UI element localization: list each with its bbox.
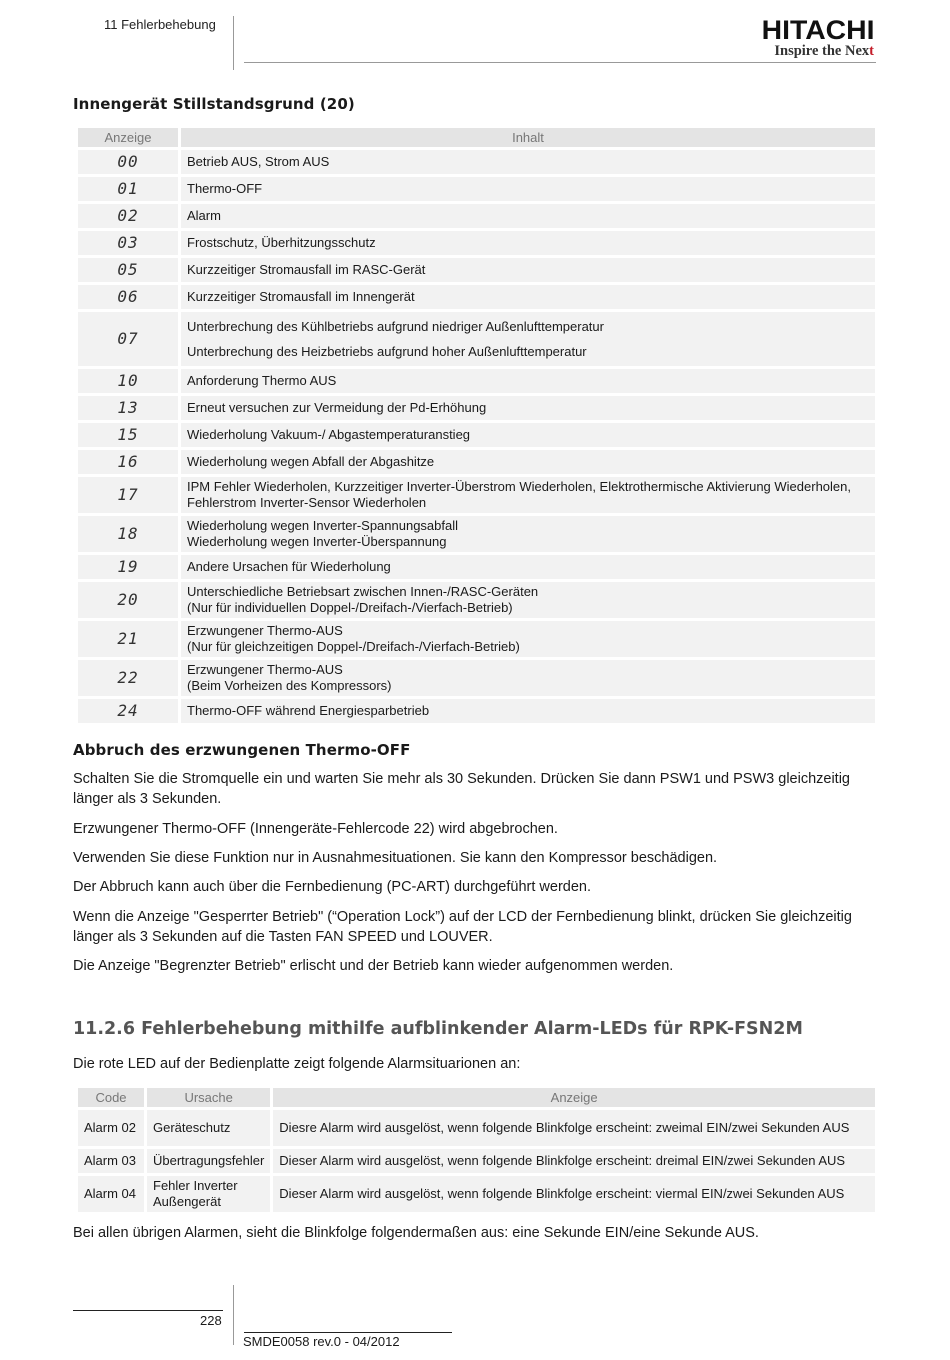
segment-code: 02	[78, 204, 178, 228]
col-header-display: Anzeige	[78, 128, 178, 147]
row-content	[181, 258, 875, 282]
paragraph: Die Anzeige "Begrenzter Betrieb" erlischt und der Betrieb kann wieder aufgenommen werden.	[73, 958, 674, 974]
content-line: (Beim Vorheizen des Kompressors)	[187, 678, 392, 693]
document-id: SMDE0058 rev.0 - 04/2012	[243, 1334, 400, 1349]
hitachi-logo	[761, 15, 875, 59]
table-row	[78, 621, 875, 657]
content-line: IPM Fehler Wiederholen, Kurzzeitiger Inverter-Überstrom Wiederholen, Elektrothermische Aktivierung Wiederholen,	[187, 479, 851, 494]
segment-code: 17	[78, 477, 178, 513]
content-line: Thermo-OFF während Energiesparbetrieb	[187, 703, 430, 718]
header-divider	[233, 16, 234, 70]
table-row	[78, 699, 875, 723]
content-line: Fehlerstrom Inverter-Sensor Wiederholen	[187, 495, 427, 510]
table-row	[78, 369, 875, 393]
led-intro: Die rote LED auf der Bedienplatte zeigt folgende Alarmsituarionen an:	[73, 1056, 521, 1072]
table-row	[78, 582, 875, 618]
segment-code: 21	[78, 621, 178, 657]
content-line: Unterbrechung des Heizbetriebs aufgrund hoher Außenlufttemperatur	[187, 344, 587, 359]
content-line: Erzwungener Thermo-AUS	[187, 662, 343, 677]
content-line: Kurzzeitiger Stromausfall im Innengerät	[187, 289, 415, 304]
row-content	[181, 369, 875, 393]
table-row	[78, 423, 875, 447]
segment-code: 13	[78, 396, 178, 420]
footer-rule-left	[73, 1310, 223, 1311]
cell-cause: Übertragungsfehler	[147, 1149, 270, 1173]
content-line: Frostschutz, Überhitzungsschutz	[187, 235, 376, 250]
row-content	[181, 177, 875, 201]
segment-code: 05	[78, 258, 178, 282]
paragraph: Wenn die Anzeige "Gesperrter Betrieb" (“Operation Lock”) auf der LCD der Fernbedienung blinkt, drücken Sie gleichzeitig länger als 3 Sekunden auf die Tasten FAN SPEED und LOUVER.	[73, 909, 852, 945]
row-content	[181, 477, 875, 513]
content-line: (Nur für gleichzeitigen Doppel-/Dreifach-/Vierfach-Betrieb)	[187, 639, 520, 654]
segment-code: 24	[78, 699, 178, 723]
row-content	[181, 516, 875, 552]
content-line: Erzwungener Thermo-AUS	[187, 623, 343, 638]
col-header-led-display: Anzeige	[273, 1088, 875, 1107]
cell-code: Alarm 03	[78, 1149, 144, 1173]
cell-display: Diesre Alarm wird ausgelöst, wenn folgende Blinkfolge erscheint: zweimal EIN/zwei Sekunden AUS	[273, 1110, 875, 1146]
table-row	[78, 258, 875, 282]
content-line: Andere Ursachen für Wiederholung	[187, 559, 391, 574]
segment-code: 10	[78, 369, 178, 393]
paragraph: Der Abbruch kann auch über die Fernbedienung (PC-ART) durchgeführt werden.	[73, 879, 591, 895]
table-row	[78, 660, 875, 696]
segment-code: 07	[78, 312, 178, 366]
paragraph: Erzwungener Thermo-OFF (Innengeräte-Fehlercode 22) wird abgebrochen.	[73, 821, 558, 837]
table-row	[78, 1149, 875, 1173]
table-row	[78, 312, 875, 366]
cell-cause: Geräteschutz	[147, 1110, 270, 1146]
segment-code: 16	[78, 450, 178, 474]
segment-code: 06	[78, 285, 178, 309]
table-row	[78, 150, 875, 174]
row-content	[181, 396, 875, 420]
cell-display: Dieser Alarm wird ausgelöst, wenn folgende Blinkfolge erscheint: viermal EIN/zwei Sekunden AUS	[273, 1176, 875, 1212]
logo-wordmark: HITACHI	[761, 15, 874, 45]
col-header-code: Code	[78, 1088, 144, 1107]
row-content	[181, 555, 875, 579]
header-rule	[244, 62, 876, 63]
table-row	[78, 477, 875, 513]
content-line: (Nur für individuellen Doppel-/Dreifach-/Vierfach-Betrieb)	[187, 600, 513, 615]
table-row	[78, 177, 875, 201]
content-line: Wiederholung Vakuum-/ Abgastemperaturanstieg	[187, 427, 471, 442]
cell-code: Alarm 02	[78, 1110, 144, 1146]
content-line: Anforderung Thermo AUS	[187, 373, 337, 388]
footer-divider	[233, 1285, 234, 1345]
stop-reason-table	[75, 125, 878, 726]
page-number: 228	[200, 1313, 222, 1328]
row-content	[181, 231, 875, 255]
table-row	[78, 1110, 875, 1146]
segment-code: 01	[78, 177, 178, 201]
table-row	[78, 450, 875, 474]
table-row	[78, 231, 875, 255]
row-content	[181, 423, 875, 447]
row-content	[181, 699, 875, 723]
content-line: Unterschiedliche Betriebsart zwischen Innen-/RASC-Geräten	[187, 584, 539, 599]
content-line: Alarm	[187, 208, 221, 223]
row-content	[181, 621, 875, 657]
content-line: Wiederholung wegen Abfall der Abgashitze	[187, 454, 435, 469]
content-line: Kurzzeitiger Stromausfall im RASC-Gerät	[187, 262, 426, 277]
content-line: Thermo-OFF	[187, 181, 263, 196]
running-header-section: 11 Fehlerbehebung	[104, 17, 216, 32]
row-content	[181, 582, 875, 618]
segment-code: 18	[78, 516, 178, 552]
row-content	[181, 204, 875, 228]
content-line: Wiederholung wegen Inverter-Spannungsabfall	[187, 518, 459, 533]
table-row	[78, 516, 875, 552]
stop-table-title: Innengerät Stillstandsgrund (20)	[73, 95, 355, 113]
cell-code: Alarm 04	[78, 1176, 144, 1212]
paragraph: Schalten Sie die Stromquelle ein und warten Sie mehr als 30 Sekunden. Drücken Sie dann PSW1 und PSW3 gleichzeitig länger als 3 Sekunden.	[73, 771, 850, 807]
footer-rule-right	[244, 1332, 452, 1333]
cell-cause: Fehler Inverter Außengerät	[147, 1176, 270, 1212]
led-section-heading: 11.2.6 Fehlerbehebung mithilfe aufblinkender Alarm-LEDs für RPK-FSN2M	[73, 1019, 803, 1039]
led-outro: Bei allen übrigen Alarmen, sieht die Blinkfolge folgendermaßen aus: eine Sekunde EIN/eine Sekunde AUS.	[73, 1225, 759, 1241]
paragraph: Verwenden Sie diese Funktion nur in Ausnahmesituationen. Sie kann den Kompressor beschädigen.	[73, 850, 718, 866]
table-row	[78, 204, 875, 228]
row-content	[181, 150, 875, 174]
content-line: Wiederholung wegen Inverter-Überspannung	[187, 534, 447, 549]
row-content	[181, 312, 875, 366]
col-header-cause: Ursache	[147, 1088, 270, 1107]
segment-code: 22	[78, 660, 178, 696]
table-row	[78, 285, 875, 309]
table-row	[78, 555, 875, 579]
row-content	[181, 660, 875, 696]
content-line: Erneut versuchen zur Vermeidung der Pd-Erhöhung	[187, 400, 487, 415]
segment-code: 00	[78, 150, 178, 174]
content-line: Unterbrechung des Kühlbetriebs aufgrund niedriger Außenlufttemperatur	[187, 319, 604, 334]
cancel-section-title: Abbruch des erzwungenen Thermo-OFF	[73, 741, 411, 759]
row-content	[181, 285, 875, 309]
logo-tagline: Inspire the Next	[774, 43, 874, 59]
content-line: Betrieb AUS, Strom AUS	[187, 154, 330, 169]
segment-code: 03	[78, 231, 178, 255]
led-alarm-table	[75, 1085, 878, 1215]
segment-code: 20	[78, 582, 178, 618]
table-row	[78, 396, 875, 420]
segment-code: 19	[78, 555, 178, 579]
col-header-content: Inhalt	[181, 128, 875, 147]
table-row	[78, 1176, 875, 1212]
segment-code: 15	[78, 423, 178, 447]
row-content	[181, 450, 875, 474]
cell-display: Dieser Alarm wird ausgelöst, wenn folgende Blinkfolge erscheint: dreimal EIN/zwei Sekunden AUS	[273, 1149, 875, 1173]
